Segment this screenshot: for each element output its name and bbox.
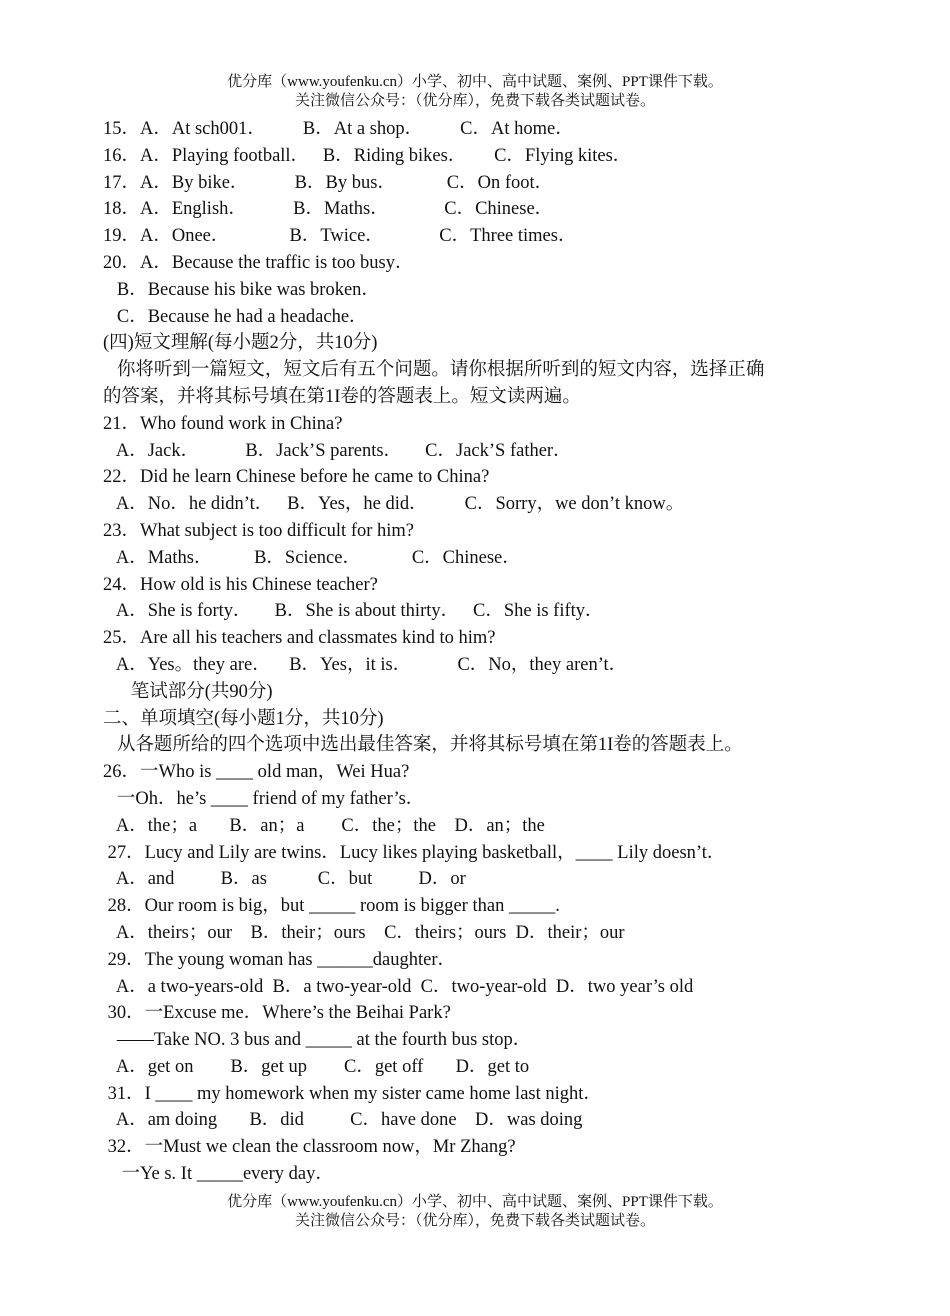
question-20-option-c: C．Because he had a headache． (103, 306, 368, 327)
question-21: 21．Who found work in China? (103, 413, 343, 434)
header-line-2: 关注微信公众号：（优分库），免费下载各类试题试卷。 (294, 93, 655, 109)
question-25-options: A．Yes。they are． B．Yes，it is． C．No，they aren’t． (103, 654, 628, 675)
question-30-reply: ——Take NO. 3 bus and _____ at the fourth bus stop． (103, 1030, 532, 1051)
question-26-options: A．the；a B．an；a C．the；the D．an；the (103, 815, 545, 836)
footer-line-1: 优分库（www.youfenku.cn）小学、初中、高中试题、案例、PPT课件下载。 (227, 1194, 723, 1210)
question-18: 18．A．English． B．Maths． C．Chinese． (103, 199, 554, 220)
question-29-options: A．a two-years-old B．a two-year-old C．two-year-old D．two year’s old (103, 976, 694, 997)
question-32-reply: 一Ye s. It _____every day． (103, 1164, 334, 1185)
question-20: 20．A．Because the traffic is too busy． (103, 252, 414, 273)
question-31-options: A．am doing B．did C．have done D．was doing (103, 1110, 583, 1131)
question-29: 29．The young woman has ______daughter． (103, 949, 456, 970)
question-26: 26．一Who is ____ old man，Wei Hua? (103, 762, 410, 783)
section-heading-single-choice: 二、单项填空(每小题1分，共10分) (103, 708, 384, 729)
question-28: 28．Our room is big，but _____ room is bigger than _____. (103, 896, 560, 917)
section-heading-reading: (四)短文理解(每小题2分，共10分) (103, 333, 378, 354)
footer-line-2: 关注微信公众号：（优分库），免费下载各类试题试卷。 (294, 1213, 655, 1229)
question-32: 32．一Must we clean the classroom now，Mr Zhang? (103, 1137, 516, 1158)
question-15: 15．A．At sch001． B．At a shop． C．At home． (103, 119, 574, 139)
question-26-reply: 一Oh．he’s ____ friend of my father’s． (103, 788, 425, 809)
question-22-options: A．No．he didn’t． B．Yes，he did． C．Sorry，we don’t know。 (103, 494, 685, 515)
question-25: 25．Are all his teachers and classmates kind to him? (103, 628, 496, 649)
question-27: 27．Lucy and Lily are twins．Lucy likes playing basketball，____ Lily doesn’t． (103, 842, 726, 863)
written-part-heading: 笔试部分(共90分) (103, 681, 273, 702)
question-19: 19．A．Onee． B．Twice． C．Three times． (103, 226, 577, 247)
single-choice-instructions: 从各题所给的四个选项中选出最佳答案，并将其标号填在第1I卷的答题表上。 (103, 735, 743, 756)
question-27-options: A．and B．as C．but D．or (103, 869, 466, 890)
page-header (0, 73, 950, 111)
page-footer (0, 1193, 950, 1231)
question-16: 16．A．Playing football． B．Riding bikes． C．Flying kites． (103, 145, 632, 166)
question-22: 22．Did he learn Chinese before he came to China? (103, 467, 490, 488)
section-instructions: 你将听到一篇短文，短文后有五个问题。请你根据所听到的短文内容，选择正确 (103, 360, 765, 381)
question-28-options: A．theirs；our B．their；ours C．theirs；ours D．their；our (103, 922, 625, 943)
question-24: 24．How old is his Chinese teacher? (103, 574, 378, 595)
exam-content (103, 116, 863, 1188)
section-instructions-cont: 的答案，并将其标号填在第1I卷的答题表上。短文读两遍。 (103, 386, 581, 407)
question-30: 30．一Excuse me．Where’s the Beihai Park? (103, 1003, 451, 1024)
question-31: 31．I ____ my homework when my sister came home last night． (103, 1083, 602, 1104)
header-line-1: 优分库（www.youfenku.cn）小学、初中、高中试题、案例、PPT课件下载。 (227, 74, 723, 90)
question-23: 23．What subject is too difficult for him? (103, 520, 415, 541)
question-23-options: A．Maths． B．Science． C．Chinese． (103, 547, 521, 568)
question-21-options: A．Jack． B．Jack’S parents． C．Jack’S father． (103, 440, 572, 461)
question-17: 17．A．By bike． B．By bus． C．On foot． (103, 172, 554, 193)
question-30-options: A．get on B．get up C．get off D．get to (103, 1056, 530, 1077)
question-20-option-b: B．Because his bike was broken． (103, 279, 380, 300)
question-24-options: A．She is forty． B．She is about thirty． C．She is fifty． (103, 601, 604, 622)
